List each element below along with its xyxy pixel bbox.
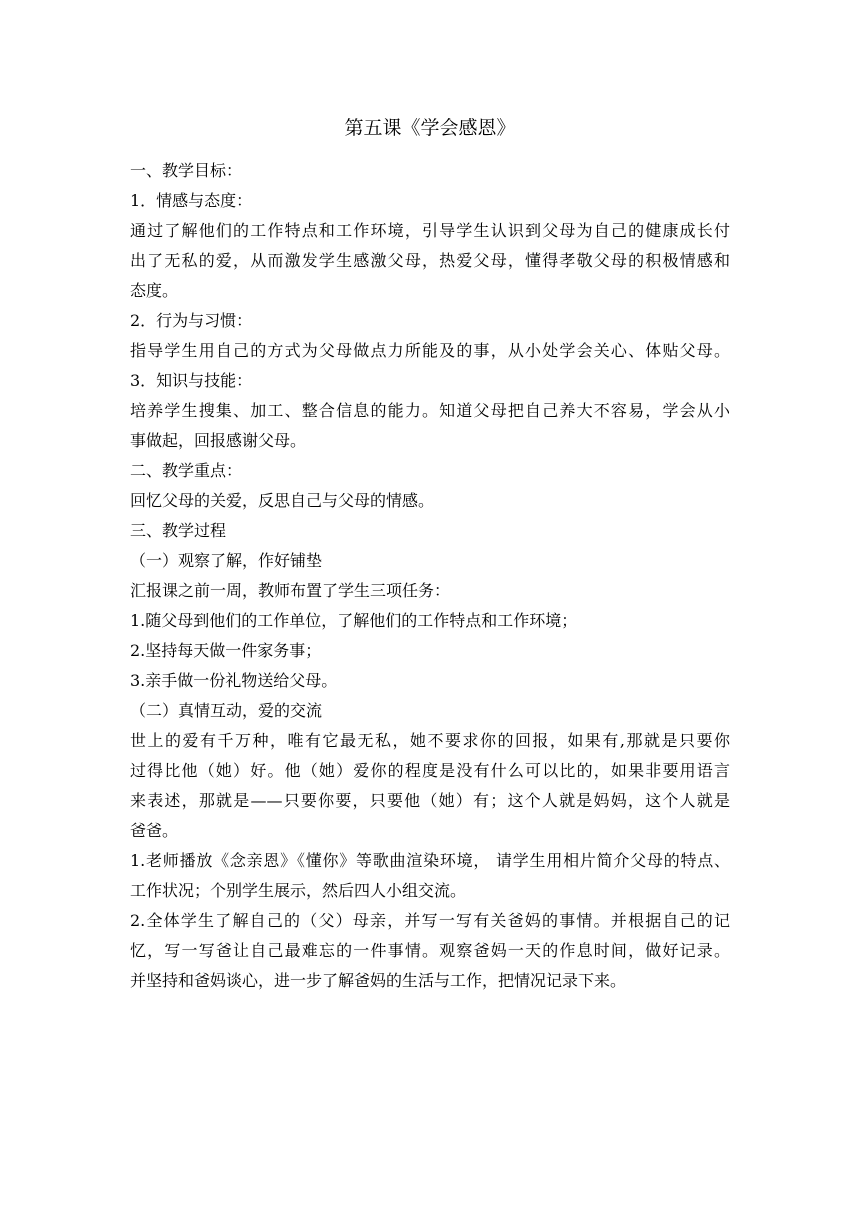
body-line: 三、教学过程 bbox=[130, 521, 227, 540]
body-line: 汇报课之前一周，教师布置了学生三项任务： bbox=[130, 581, 451, 600]
body-line: 过得比他（她）好。他（她）爱你的程度是没有什么可以比的，如果非要用语言 bbox=[130, 761, 730, 780]
body-line: 1.随父母到他们的工作单位，了解他们的工作特点和工作环境； bbox=[130, 611, 578, 630]
body-line: 指导学生用自己的方式为父母做点力所能及的事，从小处学会关心、体贴父母。 bbox=[130, 341, 730, 360]
body-line: 3.亲手做一份礼物送给父母。 bbox=[130, 671, 338, 690]
body-line: 1．情感与态度： bbox=[130, 191, 253, 210]
body-line: 来表述，那就是——只要你要，只要他（她）有；这个人就是妈妈，这个人就是 bbox=[130, 791, 730, 810]
body-line: 2.坚持每天做一件家务事； bbox=[130, 641, 322, 660]
body-line: 态度。 bbox=[130, 281, 179, 300]
body-line: 出了无私的爱，从而激发学生感激父母，热爱父母，懂得孝敬父母的积极情感和 bbox=[130, 251, 730, 270]
body-line: （二）真情互动，爱的交流 bbox=[130, 701, 323, 720]
body-line: 通过了解他们的工作特点和工作环境，引导学生认识到父母为自己的健康成长付 bbox=[130, 221, 730, 240]
body-line: 回忆父母的关爱，反思自己与父母的情感。 bbox=[130, 491, 435, 510]
body-line: 二、教学重点： bbox=[130, 461, 243, 480]
body-line: 2.全体学生了解自己的（父）母亲，并写一写有关爸妈的事情。并根据自己的记 bbox=[130, 911, 730, 930]
body-line: 1.老师播放《念亲恩》《懂你》等歌曲渲染环境， 请学生用相片简介父母的特点、 bbox=[130, 851, 730, 870]
body-line: 并坚持和爸妈谈心，进一步了解爸妈的生活与工作，把情况记录下来。 bbox=[130, 971, 627, 990]
document-title: 第五课《学会感恩》 bbox=[344, 117, 516, 139]
body-line: 培养学生搜集、加工、整合信息的能力。知道父母把自己养大不容易，学会从小 bbox=[130, 401, 730, 420]
body-line: 工作状况；个别学生展示，然后四人小组交流。 bbox=[130, 881, 467, 900]
body-line: （一）观察了解，作好铺垫 bbox=[130, 551, 323, 570]
body-line: 一、教学目标： bbox=[130, 161, 243, 180]
body-line: 3．知识与技能： bbox=[130, 371, 253, 390]
body-line: 爸爸。 bbox=[130, 821, 179, 840]
body-line: 事做起，回报感谢父母。 bbox=[130, 431, 307, 450]
document-body bbox=[130, 156, 730, 996]
body-line: 世上的爱有千万种，唯有它最无私，她不要求你的回报，如果有,那就是只要你 bbox=[130, 731, 730, 750]
body-line: 2．行为与习惯： bbox=[130, 311, 253, 330]
body-line: 忆，写一写爸让自己最难忘的一件事情。观察爸妈一天的作息时间，做好记录。 bbox=[130, 941, 730, 960]
